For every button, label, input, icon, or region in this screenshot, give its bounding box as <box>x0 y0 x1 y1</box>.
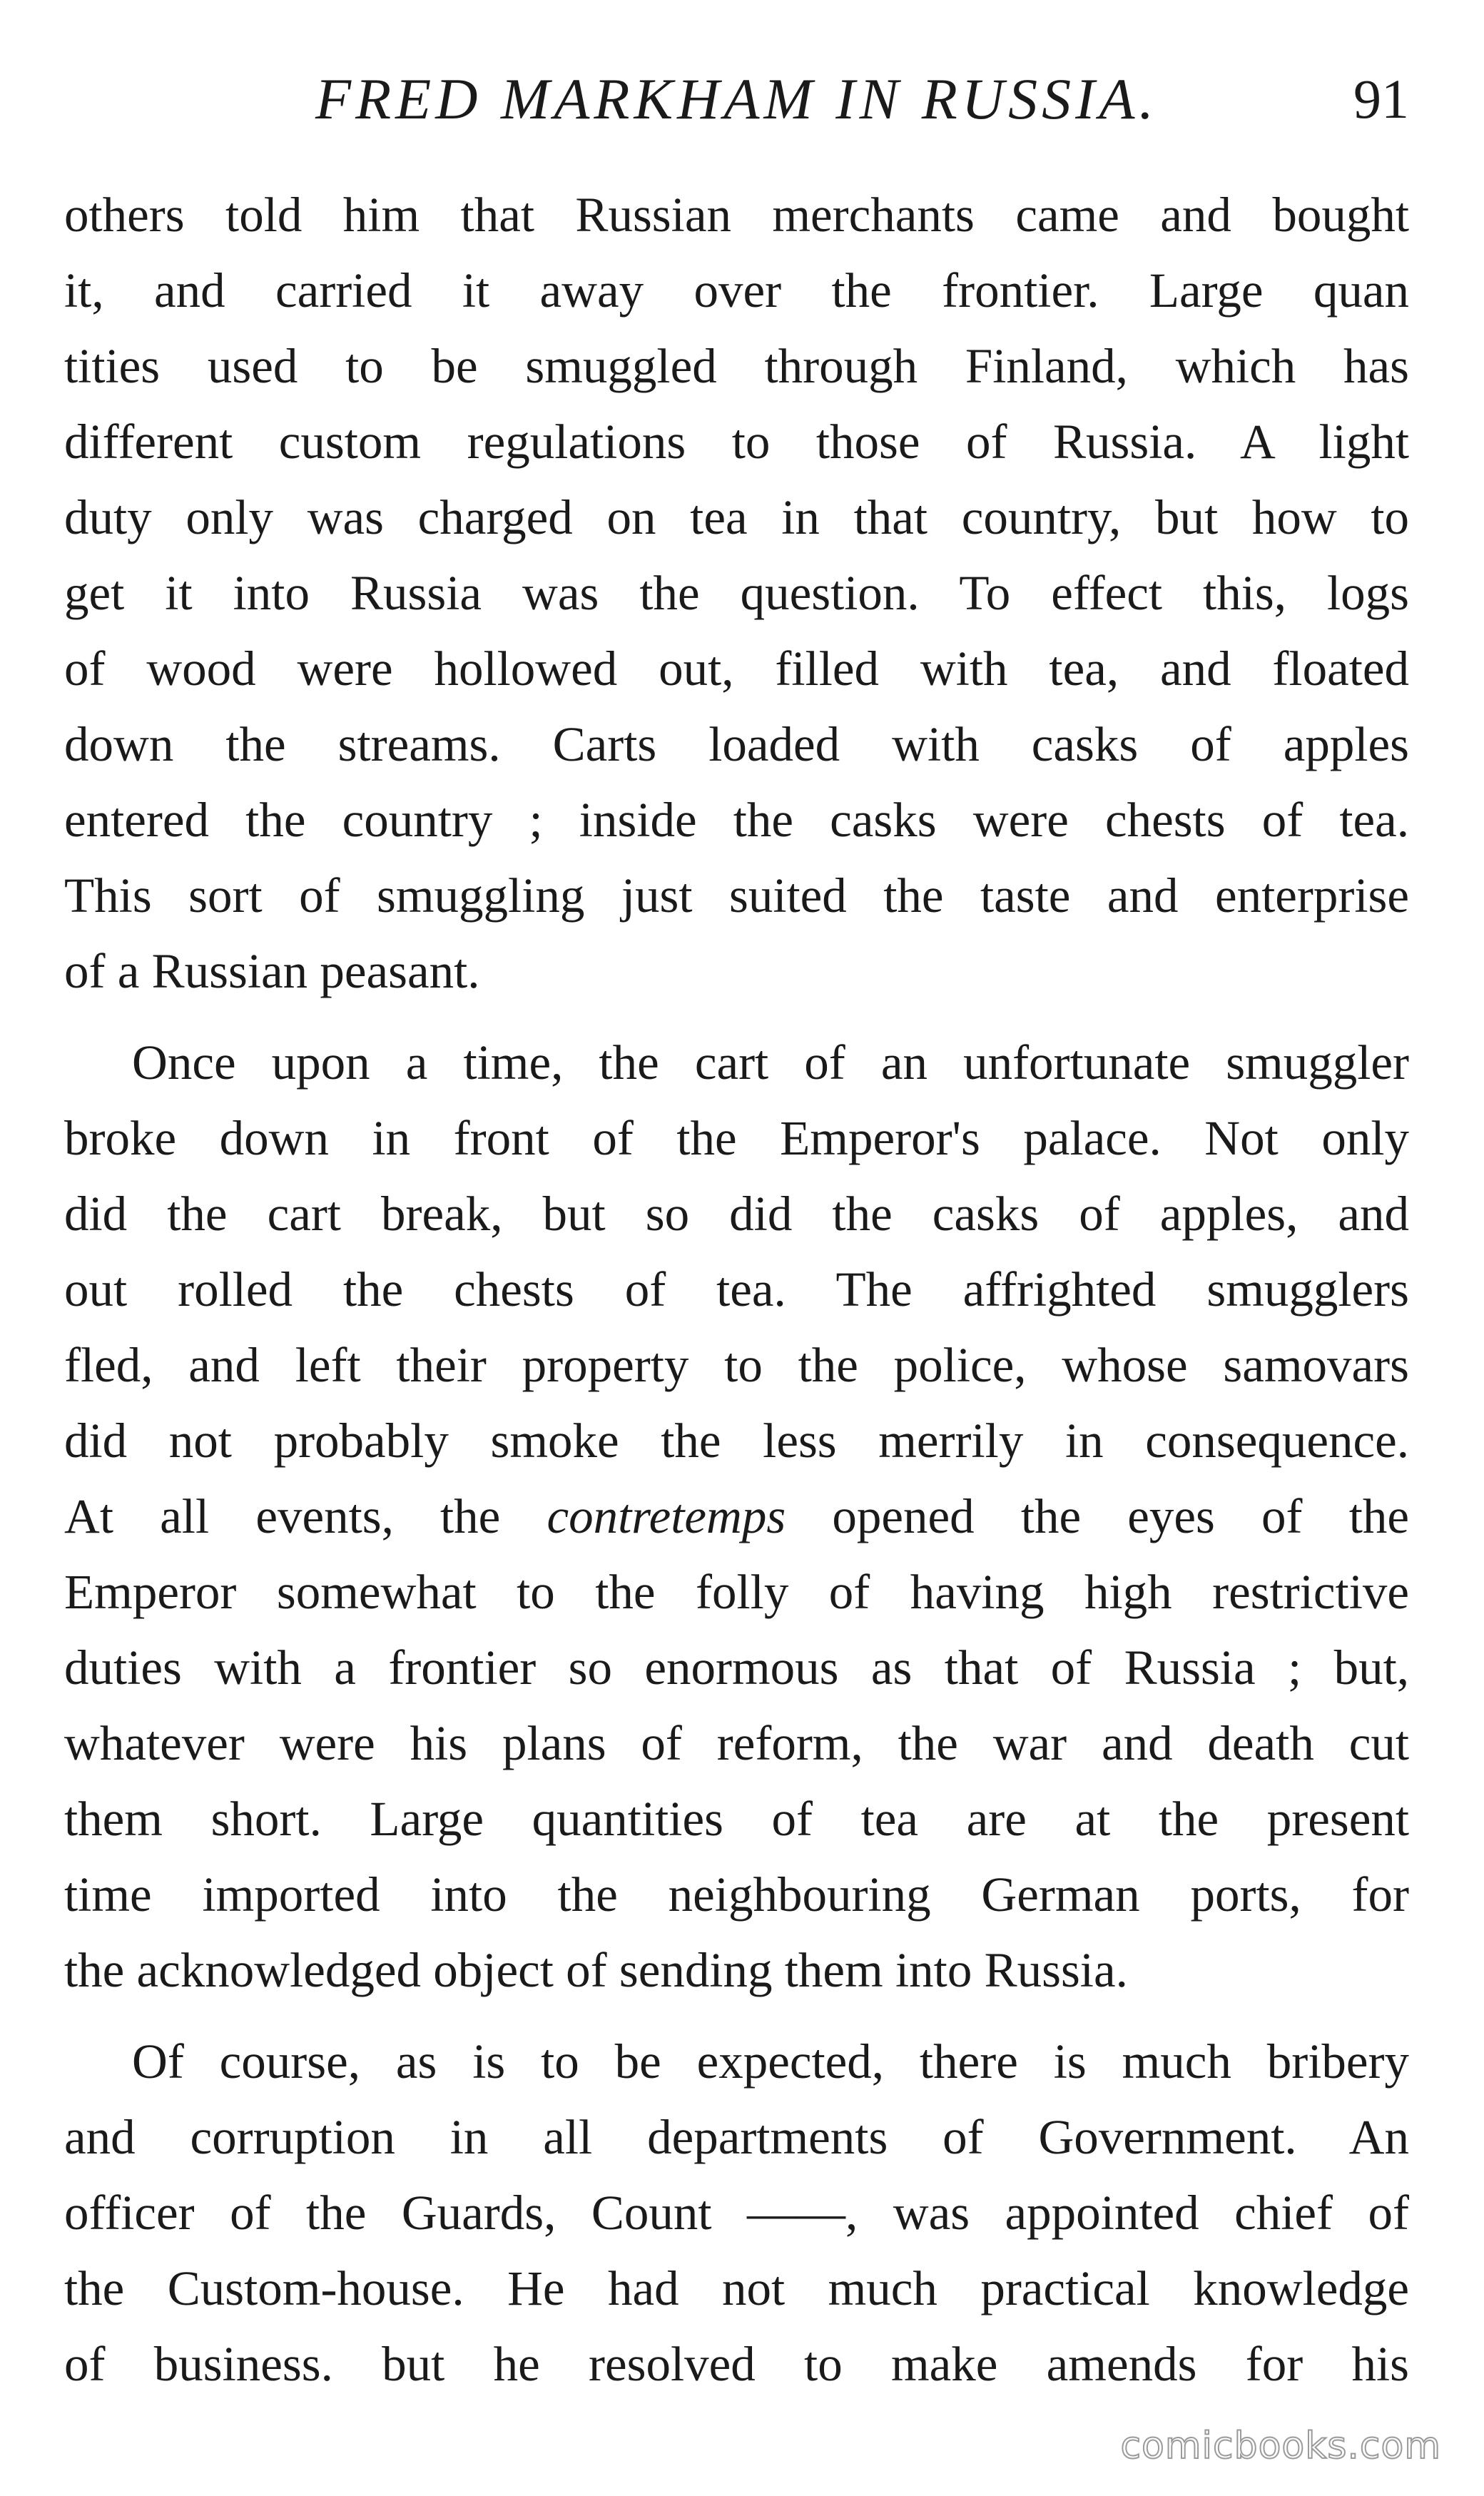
text-line: it, and carried it away over the frontier. Large quan <box>64 263 1409 318</box>
text-line: fled, and left their property to the police, whose samovars <box>64 1338 1409 1392</box>
paragraph-start-line: Once upon a time, the cart of an unfortunate smuggler <box>132 1035 1409 1090</box>
text-line: duty only was charged on tea in that country, but how to <box>64 490 1409 544</box>
paragraph-end-line: the acknowledged object of sending them into Russia. <box>64 1943 1128 1997</box>
text-line: officer of the Guards, Count ——, was appointed chief of <box>64 2186 1409 2240</box>
body-text <box>64 177 1409 2402</box>
text-line: different custom regulations to those of Russia. A light <box>64 415 1409 469</box>
text-line: whatever were his plans of reform, the war and death cut <box>64 1716 1409 1770</box>
paragraph-end-line: of a Russian peasant. <box>64 944 480 998</box>
paragraph-start-line: Of course, as is to be expected, there is much bribery <box>132 2034 1409 2089</box>
text-line: of wood were hollowed out, filled with tea, and floated <box>64 641 1409 696</box>
text-line: them short. Large quantities of tea are at the present <box>64 1792 1409 1846</box>
text-line: the Custom-house. He had not much practical knowledge <box>64 2261 1409 2315</box>
text-segment: At all events, the <box>64 1489 501 1543</box>
running-title: FRED MARKHAM IN RUSSIA. <box>315 66 1158 131</box>
text-line-with-italic <box>64 1478 1409 1554</box>
italic-term: contretemps <box>547 1489 786 1543</box>
text-line: did not probably smoke the less merrily in consequence. <box>64 1414 1409 1468</box>
text-line: time imported into the neighbouring German ports, for <box>64 1867 1409 1922</box>
text-line: entered the country ; inside the casks were chests of tea. <box>64 793 1409 847</box>
page-number: 91 <box>1353 68 1409 130</box>
text-line: out rolled the chests of tea. The affrighted smugglers <box>64 1262 1409 1317</box>
text-line: duties with a frontier so enormous as that of Russia ; but, <box>64 1640 1409 1695</box>
text-segment: opened the eyes of the <box>832 1489 1409 1543</box>
text-line: Emperor somewhat to the folly of having high restrictive <box>64 1565 1409 1619</box>
text-line: and corruption in all departments of Government. An <box>64 2110 1409 2164</box>
running-head <box>64 60 1409 138</box>
text-line: did the cart break, but so did the casks of apples, and <box>64 1187 1409 1241</box>
text-line: others told him that Russian merchants came and bought <box>64 188 1409 242</box>
text-line: of business. but he resolved to make amends for his <box>64 2337 1409 2391</box>
watermark: comicbooks.com <box>1120 2425 1441 2467</box>
text-line: This sort of smuggling just suited the taste and enterprise <box>64 868 1409 923</box>
text-line: get it into Russia was the question. To effect this, logs <box>64 566 1409 620</box>
text-line: tities used to be smuggled through Finland, which has <box>64 339 1409 393</box>
text-line: broke down in front of the Emperor's palace. Not only <box>64 1111 1409 1165</box>
text-line: down the streams. Carts loaded with casks of apples <box>64 717 1409 771</box>
